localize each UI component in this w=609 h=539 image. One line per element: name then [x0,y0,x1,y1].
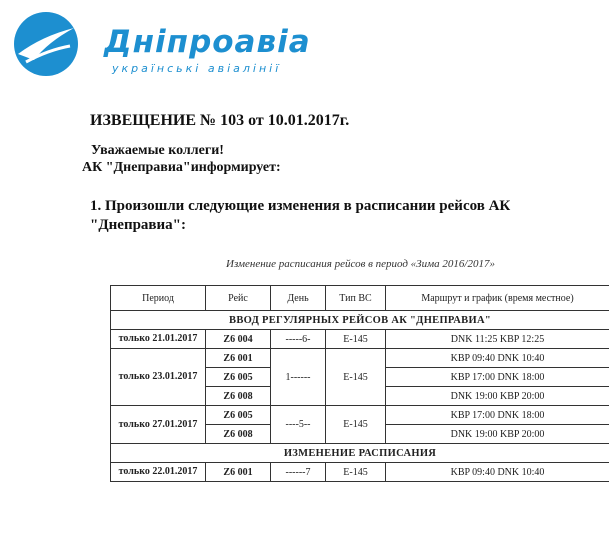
aircraft-cell: E-145 [326,349,386,406]
table-row [111,349,609,368]
route-cell: KBP 09:40 DNK 10:40 [386,349,609,368]
route-cell: KBP 17:00 DNK 18:00 [386,406,609,425]
flight-cell: Z6 008 [206,387,271,406]
day-cell: 1------ [271,349,326,406]
header-route: Маршрут и график (время местное) [386,286,609,311]
header-period: Период [111,286,206,311]
dniproavia-logo [12,10,357,80]
informs-line: АК "Днеправиа"информирует: [82,160,281,175]
flight-cell: Z6 005 [206,368,271,387]
route-cell: KBP 17:00 DNK 18:00 [386,368,609,387]
period-cell: только 22.01.2017 [111,463,206,482]
section-regular-flights: ВВОД РЕГУЛЯРНЫХ РЕЙСОВ АК "ДНЕПРАВИА" [111,311,609,330]
section-row [111,311,609,330]
logo-name: Днiпроавiа [104,24,311,60]
notice-title: ИЗВЕЩЕНИЕ № 103 от 10.01.2017г. [90,112,350,129]
table-row [111,330,609,349]
period-cell: только 21.01.2017 [111,330,206,349]
header-flight: Рейс [206,286,271,311]
logo-emblem-icon [12,10,80,78]
route-cell: DNK 19:00 KBP 20:00 [386,387,609,406]
point1-line1: 1. Произошли следующие изменения в расписании рейсов АК [90,198,511,214]
header-day: День [271,286,326,311]
table-row [111,406,609,425]
day-cell: -----6- [271,330,326,349]
day-cell: ------7 [271,463,326,482]
flight-cell: Z6 004 [206,330,271,349]
flight-cell: Z6 008 [206,425,271,444]
header-aircraft: Тип ВС [326,286,386,311]
period-cell: только 23.01.2017 [111,349,206,406]
flight-cell: Z6 001 [206,349,271,368]
logo-subtitle: українські авіалінії [112,62,282,75]
period-cell: только 27.01.2017 [111,406,206,444]
flight-cell: Z6 005 [206,406,271,425]
section-row [111,444,609,463]
flight-cell: Z6 001 [206,463,271,482]
schedule-title: Изменение расписания рейсов в период «Зима 2016/2017» [226,258,495,270]
aircraft-cell: E-145 [326,463,386,482]
schedule-table [110,285,609,482]
route-cell: DNK 19:00 KBP 20:00 [386,425,609,444]
table-row [111,463,609,482]
route-cell: KBP 09:40 DNK 10:40 [386,463,609,482]
schedule-body [111,311,609,482]
greeting: Уважаемые коллеги! [91,143,224,158]
aircraft-cell: E-145 [326,330,386,349]
point1-line2: "Днеправиа": [90,217,186,233]
day-cell: ----5-- [271,406,326,444]
route-cell: DNK 11:25 KBP 12:25 [386,330,609,349]
section-schedule-change: ИЗМЕНЕНИЕ РАСПИСАНИЯ [111,444,609,463]
table-header-row [111,286,609,311]
aircraft-cell: E-145 [326,406,386,444]
